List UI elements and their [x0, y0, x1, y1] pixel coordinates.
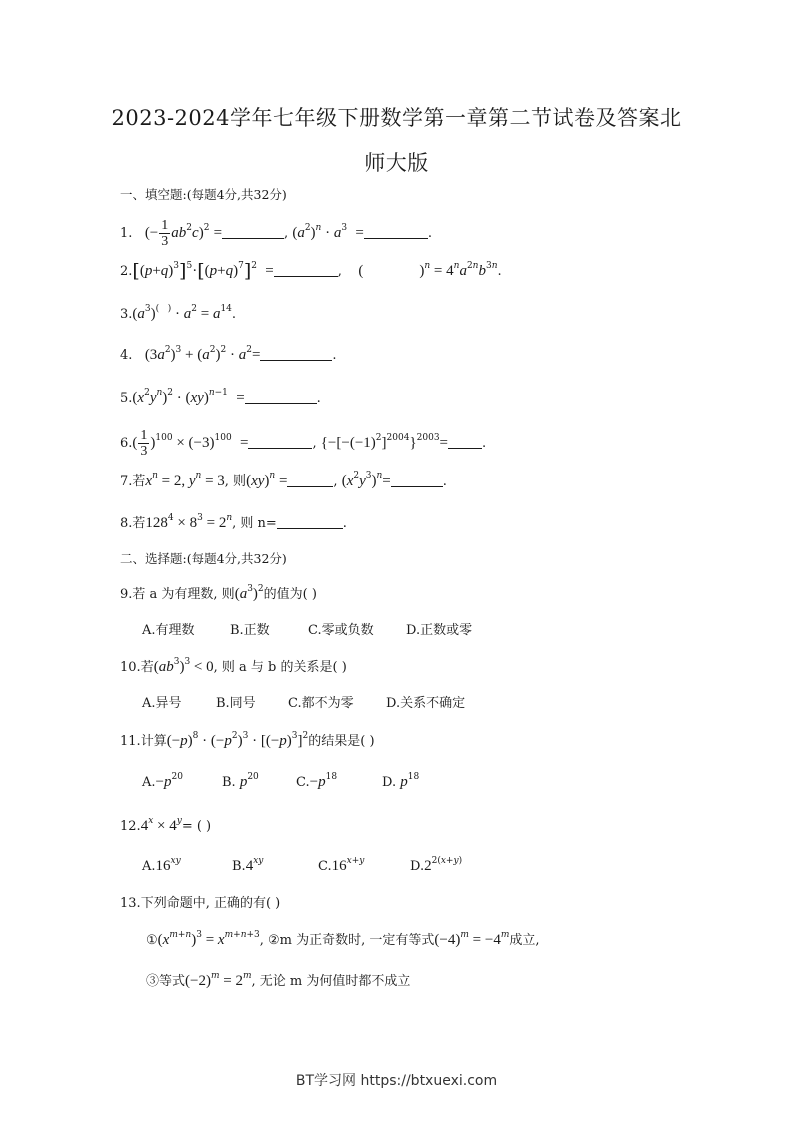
question-number: 4. — [120, 348, 133, 363]
page-title-line2: 师大版 — [364, 151, 429, 175]
page-title-line1: 2023-2024学年七年级下册数学第一章第二节试卷及答案北 — [111, 106, 682, 130]
section-heading-choice: 二、选择题:(每题4分,共32分) — [120, 551, 287, 566]
question-1: 1. (− $\frac{1}{3}$ $ab^2c)^2$ = , $(a^2)^n \cdot a^3$ = . — [120, 218, 432, 249]
question-text: , — [333, 474, 338, 489]
question-text: 下列命题中, 正确的有( ) — [140, 896, 281, 911]
answer-blank[interactable] — [248, 434, 312, 449]
fraction-one-third: $\frac{1}{3}$ — [140, 428, 148, 459]
option-c[interactable]: C.零或负数 — [308, 623, 374, 638]
question-6: 6.( $\frac{1}{3}$ )$^{100} \times (-3)^{100}$ = , $\{-[-(-1)^2]^{2004}\}^{2003}=$ . — [120, 428, 487, 459]
question-5: $5.(x^2y^n)^2 \cdot (xy)^{n-1}$ = . — [120, 388, 321, 406]
question-12-options — [142, 855, 462, 878]
answer-blank[interactable] — [277, 514, 343, 529]
option-d[interactable]: D. $p^{18}$ — [382, 772, 420, 790]
answer-blank[interactable] — [287, 472, 333, 487]
question-text: , 无论 m 为何值时都不成立 — [251, 974, 411, 989]
question-4: 4. $(3a^2)^3 + (a^2)^2 \cdot a^2=$ . — [120, 345, 337, 363]
statement-marker: ③等式 — [146, 974, 186, 989]
fraction-one-third: $\frac{1}{3}$ — [161, 218, 169, 249]
option-c[interactable]: C.都不为零 — [288, 696, 354, 711]
question-3: $3.(a^3)^{( )} \cdot a^2 = a^{14}$. — [120, 304, 237, 322]
site-footer: BT学习网 https://btxuexi.com — [295, 1073, 498, 1089]
answer-blank[interactable] — [364, 224, 428, 239]
question-text: 成立, — [509, 933, 540, 948]
option-c[interactable]: $C.16^{x+y}$ — [318, 856, 365, 874]
question-number: 7. — [120, 474, 133, 489]
statement-marker: ① — [146, 933, 158, 948]
question-13-statement-3: ③等式$(-2)^m = 2^m$, 无论 m 为何值时都不成立 — [146, 971, 411, 989]
question-text: , 则 n= — [232, 516, 277, 531]
answer-blank[interactable] — [391, 472, 443, 487]
question-text: 的结果是( ) — [308, 734, 375, 749]
question-number: 5. — [120, 391, 133, 406]
question-number: 11. — [120, 734, 141, 749]
answer-blank[interactable] — [245, 389, 317, 404]
question-text: 若 — [132, 474, 146, 489]
question-text: , ②m 为正奇数时, 一定有等式 — [259, 933, 435, 948]
question-11-options — [142, 771, 419, 794]
question-text: , 则 a 与 b 的关系是( ) — [213, 660, 347, 675]
question-2: $2.[(p+q)^3]^5\cdot[(p+q)^7]^2$ = , ( )$^n = 4^na^{2n}b^{3n}$. — [120, 260, 502, 282]
question-number: 2. — [120, 264, 133, 279]
question-number: 13. — [120, 896, 141, 911]
question-text: 计算 — [140, 734, 167, 749]
question-7: 7.若$x^n = 2$, $y^n = 3$, 则(xy)$^n$ = , $(x^2y^3)^n=$ . — [120, 471, 447, 489]
question-number: 8. — [120, 516, 133, 531]
answer-blank[interactable] — [274, 262, 338, 277]
option-d[interactable]: D.正数或零 — [406, 623, 473, 638]
option-a[interactable]: A.有理数 — [142, 623, 195, 638]
question-9-options — [142, 620, 472, 642]
question-number: 3. — [120, 307, 133, 322]
question-number: 1. — [120, 226, 133, 241]
answer-blank[interactable] — [222, 224, 284, 239]
question-number: 10. — [120, 660, 141, 675]
question-8: 8.若$128^4 \times 8^3 = 2^n$, 则 n= . — [120, 513, 347, 531]
section-heading-fill-in: 一、填空题:(每题4分,共32分) — [120, 187, 287, 202]
question-number: 12. — [120, 819, 141, 834]
question-text: 若 a 为有理数, 则 — [132, 587, 235, 602]
answer-blank[interactable] — [363, 263, 419, 277]
option-d[interactable]: D.关系不确定 — [386, 696, 466, 711]
option-a[interactable]: $A.-p^{20}$ — [142, 772, 183, 790]
option-a[interactable]: $A.16^{xy}$ — [142, 856, 181, 874]
question-9: 9.若 a 为有理数, 则$(a^3)^2$的值为( ) — [120, 584, 317, 602]
question-13 — [120, 893, 280, 915]
option-c[interactable]: $C.-p^{18}$ — [296, 772, 338, 790]
option-b[interactable]: B. $p^{20}$ — [222, 772, 259, 790]
question-11: 11.计算$(-p)^8 \cdot (-p^2)^3 \cdot [(-p)^3]^2$的结果是( ) — [120, 731, 375, 749]
question-10: 10.若$(ab^3)^3 < 0$, 则 a 与 b 的关系是( ) — [120, 657, 347, 675]
question-10-options — [142, 693, 465, 715]
option-d[interactable]: $D.2^{2(x+y)}$ — [410, 856, 463, 874]
option-b[interactable]: B.正数 — [230, 623, 270, 638]
question-text: 的值为( ) — [263, 587, 317, 602]
option-b[interactable]: $B.4^{xy}$ — [232, 856, 264, 874]
option-a[interactable]: A.异号 — [142, 696, 182, 711]
question-12: $12.4^x \times 4^y=$ ( ) — [120, 816, 212, 834]
answer-blank[interactable] — [448, 434, 482, 449]
option-b[interactable]: B.同号 — [216, 696, 256, 711]
question-number: 9. — [120, 587, 133, 602]
question-text: 若 — [132, 516, 146, 531]
question-text: = ( ) — [181, 819, 212, 834]
question-number: 6. — [120, 436, 133, 451]
question-text: , 则 — [224, 474, 247, 489]
question-text: 若 — [140, 660, 154, 675]
question-13-statement-1-2: $①(x^{m+n})^3 = x^{m+n+3}$, ②m 为正奇数时, 一定有等式$(-4)^m = -4^m$成立, — [146, 930, 540, 948]
answer-blank[interactable] — [260, 346, 332, 361]
